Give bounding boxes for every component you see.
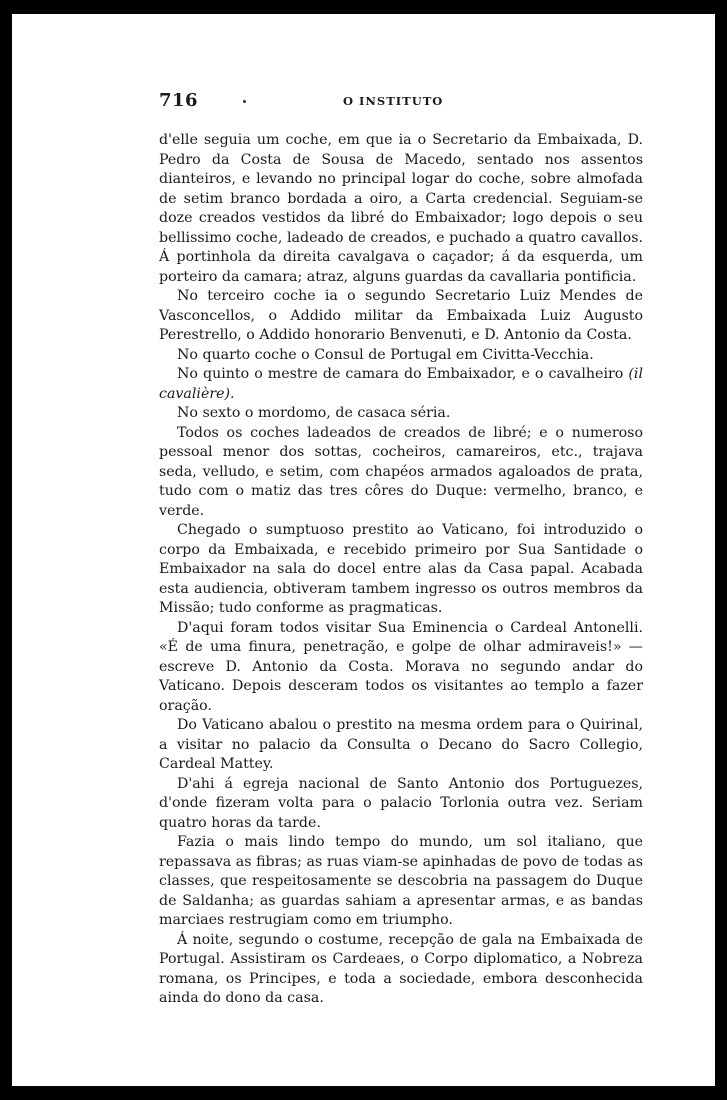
paragraph: Chegado o sumptuoso prestito ao Vaticano, foi introduzido o corpo da Embaixada, e recebido primeiro por Sua Santidade o Embaixador na sala do docel entre alas da Casa papal. Acabada esta audiencia, obtiveram tambem ingresso os outros membros da Missão; tudo conforme as pragmaticas. [159,522,643,616]
page-header [159,90,646,114]
paragraph: No sexto o mordomo, de casaca séria. [177,405,451,421]
paragraph: D'ahi á egreja nacional de Santo Antonio dos Portuguezes, d'onde fizeram volta para o palacio Torlonia outra vez. Seriam quatro horas da tarde. [159,775,643,831]
paragraph: No quarto coche o Consul de Portugal em Civitta-Vecchia. [177,346,594,363]
paragraph: Á noite, segundo o costume, recepção de gala na Embaixada de Portugal. Assistiram os Cardeaes, o Corpo diplomatico, a Nobreza romana, os Principes, e toda a sociedade, embora desconhecida ainda do dono da casa. [159,931,643,1006]
page-number: 716 [159,90,199,111]
book-page [12,14,715,1086]
paragraph [159,365,643,404]
paragraph: d'elle seguia um coche, em que ia o Secretario da Embaixada, D. Pedro da Costa de Sousa de Macedo, sentado nos assentos dianteiros, e levando no principal logar do coche, sobre almofada de setim branco bordada a oiro, a Carta credencial. Seguiam-se doze creados vestidos da libré do Embaixador; logo depois o seu bellissimo coche, ladeado de creados, e puchado a quatro cavallos. Á portinhola da direita cavalgava o caçador; á da esquerda, um porteiro da camara; atraz, alguns guardas da cavallaria pontificia. [159,132,643,285]
header-dot [243,100,246,103]
paragraph: Todos os coches ladeados de creados de libré; e o numeroso pessoal menor dos sottas, cocheiros, camareiros, etc., trajava seda, velludo, e setim, com chapéos armados agaloados de prata, tudo com o matiz das tres côres do Duque: vermelho, branco, e verde. [159,424,643,519]
paragraph: Do Vaticano abalou o prestito na mesma ordem para o Quirinal, a visitar no palacio da Consulta o Decano do Sacro Collegio, Cardeal Mattey. [159,717,643,772]
paragraph: D'aqui foram todos visitar Sua Eminencia o Cardeal Antonelli. «É de uma finura, penetração, e golpe de olhar admiraveis!» — escreve D. Antonio da Costa. Morava no segundo andar do Vaticano. Depois desceram todos os visitantes ao templo a fazer oração. [159,619,643,714]
running-title: O INSTITUTO [343,94,444,108]
paragraph: No terceiro coche ia o segundo Secretario Luiz Mendes de Vasconcellos, o Addido militar da Embaixada Luiz Augusto Perestrello, o Addido honorario Benvenuti, e D. Antonio da Costa. [159,288,643,343]
italic-phrase: (il cavalière). [159,366,643,402]
paragraph: Fazia o mais lindo tempo do mundo, um sol italiano, que repassava as fibras; as ruas viam-se apinhadas de povo de todas as classes, que respeitosamente se descobria na passagem do Duque de Saldanha; as guardas sahiam a apresentar armas, e as bandas marciaes restrugiam como em triumpho. [159,834,643,928]
paragraph-text: No quinto o mestre de camara do Embaixador, e o cavalheiro [177,366,624,382]
body-text [159,131,643,1009]
